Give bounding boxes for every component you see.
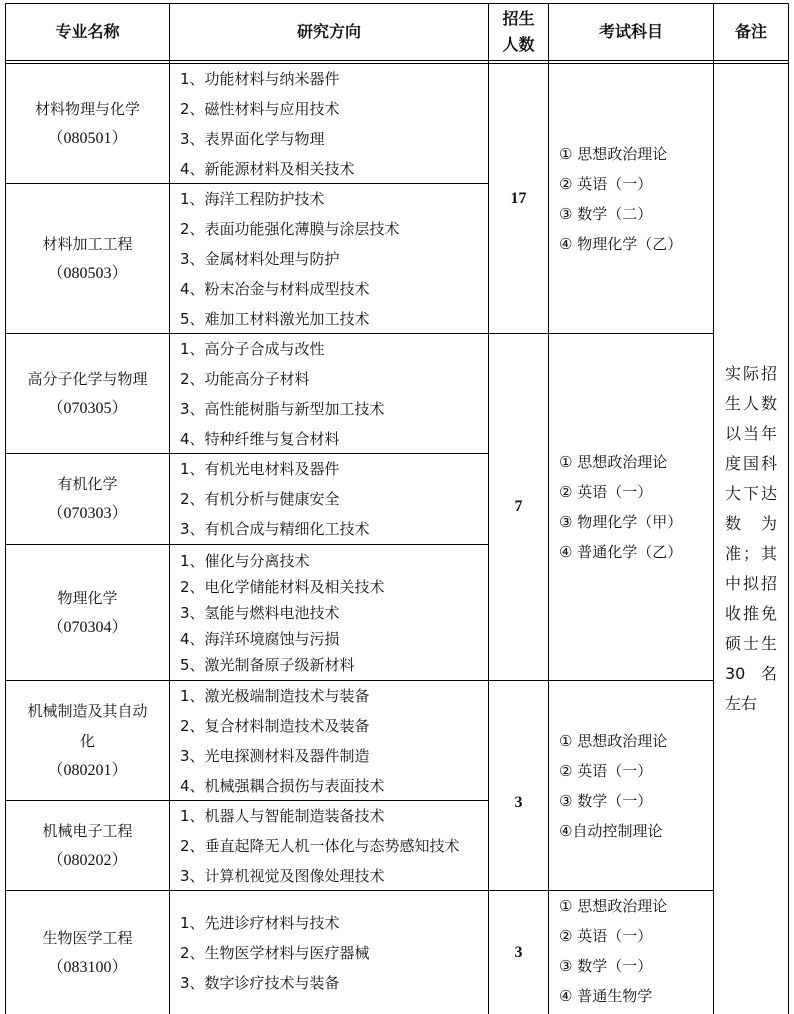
quota-value: 7 bbox=[514, 498, 523, 515]
note-text: 实际招生人数以当年度国科大下达数为准；其中拟招收推免硕士生30名左右 bbox=[725, 364, 777, 713]
direction-item: 1、海洋工程防护技术 bbox=[180, 189, 325, 208]
subject-item: ① 思想政治理论 bbox=[559, 144, 668, 163]
direction-item: 3、数字诊疗技术与装备 bbox=[180, 973, 340, 992]
direction-list bbox=[170, 334, 488, 453]
header-quota-line1: 招生 bbox=[502, 9, 535, 28]
direction-item: 5、激光制备原子级新材料 bbox=[180, 655, 355, 674]
direction-item: 1、先进诊疗材料与技术 bbox=[180, 913, 340, 932]
direction-item: 2、磁性材料与应用技术 bbox=[180, 99, 340, 118]
subject-item: ④自动控制理论 bbox=[559, 821, 663, 840]
direction-list bbox=[170, 891, 488, 1014]
direction-item: 1、有机光电材料及器件 bbox=[180, 460, 340, 478]
direction-item: 2、生物医学材料与医疗器械 bbox=[180, 943, 370, 962]
direction-item: 3、表界面化学与物理 bbox=[180, 129, 325, 148]
major-cell bbox=[6, 545, 169, 680]
quota-value: 3 bbox=[514, 943, 523, 961]
direction-item: 1、激光极端制造技术与装备 bbox=[180, 686, 370, 705]
major-name-line2: 化 bbox=[79, 731, 95, 750]
header-quota-line2: 人数 bbox=[502, 35, 535, 54]
major-cell bbox=[6, 801, 169, 890]
major-code: （083100） bbox=[47, 958, 128, 976]
major-cell bbox=[6, 184, 169, 333]
subject-item: ① 思想政治理论 bbox=[559, 731, 668, 750]
major-code: （070305） bbox=[47, 399, 128, 417]
direction-item: 3、氢能与燃料电池技术 bbox=[180, 603, 340, 622]
major-cell bbox=[6, 334, 169, 453]
major-cell bbox=[6, 891, 169, 1014]
subject-item: ④ 普通化学（乙） bbox=[559, 543, 683, 561]
major-name: 高分子化学与物理 bbox=[27, 369, 148, 388]
subject-item: ③ 数学（一） bbox=[559, 957, 653, 975]
major-cell bbox=[6, 454, 169, 544]
direction-item: 3、金属材料处理与防护 bbox=[180, 249, 340, 268]
direction-item: 4、新能源材料及相关技术 bbox=[180, 159, 355, 178]
major-code: （080503） bbox=[47, 264, 128, 282]
direction-item: 3、高性能树脂与新型加工技术 bbox=[180, 399, 385, 418]
major-code: （080501） bbox=[47, 129, 128, 147]
major-name: 机械电子工程 bbox=[42, 821, 133, 840]
major-name: 物理化学 bbox=[57, 588, 118, 607]
direction-item: 1、高分子合成与改性 bbox=[180, 339, 325, 358]
subject-list bbox=[549, 891, 713, 1011]
subject-item: ② 英语（一） bbox=[559, 927, 653, 945]
direction-list bbox=[170, 801, 488, 890]
direction-item: 4、特种纤维与复合材料 bbox=[180, 429, 340, 448]
direction-item: 1、功能材料与纳米器件 bbox=[180, 69, 340, 88]
direction-list bbox=[170, 64, 488, 183]
major-name: 生物医学工程 bbox=[42, 928, 133, 947]
major-cell bbox=[6, 64, 169, 183]
header-subjects: 考试科目 bbox=[598, 22, 663, 41]
major-code: （080202） bbox=[47, 851, 128, 869]
header-major: 专业名称 bbox=[55, 22, 120, 41]
direction-item: 3、计算机视觉及图像处理技术 bbox=[180, 866, 385, 885]
subject-item: ④ 普通生物学 bbox=[559, 987, 653, 1005]
major-code: （070304） bbox=[47, 618, 128, 636]
direction-item: 2、表面功能强化薄膜与涂层技术 bbox=[180, 219, 400, 238]
quota-value: 3 bbox=[514, 794, 523, 811]
direction-list bbox=[170, 184, 488, 333]
subject-list bbox=[549, 64, 713, 333]
direction-item: 2、复合材料制造技术及装备 bbox=[180, 716, 370, 735]
direction-list bbox=[170, 681, 488, 800]
major-name: 有机化学 bbox=[57, 475, 118, 493]
subject-item: ④ 物理化学（乙） bbox=[559, 234, 683, 253]
direction-item: 2、电化学储能材料及相关技术 bbox=[180, 577, 385, 596]
direction-item: 4、粉末冶金与材料成型技术 bbox=[180, 279, 370, 298]
direction-item: 2、功能高分子材料 bbox=[180, 369, 310, 388]
direction-item: 5、难加工材料激光加工技术 bbox=[180, 309, 370, 328]
header-quota bbox=[489, 4, 548, 60]
subject-item: ② 英语（一） bbox=[559, 483, 653, 501]
direction-item: 2、有机分析与健康安全 bbox=[180, 490, 340, 508]
direction-item: 1、催化与分离技术 bbox=[180, 551, 310, 570]
major-cell bbox=[6, 681, 169, 800]
direction-item: 3、有机合成与精细化工技术 bbox=[180, 520, 370, 538]
major-name: 材料加工工程 bbox=[42, 234, 133, 253]
subject-item: ② 英语（一） bbox=[559, 174, 653, 193]
subject-item: ③ 数学（一） bbox=[559, 791, 653, 810]
header-note: 备注 bbox=[734, 22, 767, 41]
subject-item: ③ 物理化学（甲） bbox=[559, 513, 683, 531]
major-code: （080201） bbox=[47, 761, 128, 779]
subject-list bbox=[549, 334, 713, 680]
subject-item: ① 思想政治理论 bbox=[559, 453, 668, 471]
subject-list bbox=[549, 681, 713, 890]
major-name: 材料物理与化学 bbox=[34, 99, 140, 118]
quota-value: 17 bbox=[510, 189, 527, 207]
major-code: （070303） bbox=[47, 505, 128, 522]
direction-item: 4、海洋环境腐蚀与污损 bbox=[180, 629, 340, 648]
header-direction: 研究方向 bbox=[296, 22, 361, 41]
note-cell bbox=[714, 64, 788, 1014]
major-name-line1: 机械制造及其自动 bbox=[27, 701, 148, 720]
direction-item: 1、机器人与智能制造装备技术 bbox=[180, 806, 385, 825]
subject-item: ② 英语（一） bbox=[559, 761, 653, 780]
direction-item: 2、垂直起降无人机一体化与态势感知技术 bbox=[180, 836, 460, 855]
direction-item: 3、光电探测材料及器件制造 bbox=[180, 746, 370, 765]
subject-item: ③ 数学（二） bbox=[559, 204, 653, 223]
direction-list bbox=[170, 454, 488, 544]
direction-list bbox=[170, 545, 488, 680]
direction-item: 4、机械强耦合损伤与表面技术 bbox=[180, 776, 385, 795]
subject-item: ① 思想政治理论 bbox=[559, 897, 668, 915]
